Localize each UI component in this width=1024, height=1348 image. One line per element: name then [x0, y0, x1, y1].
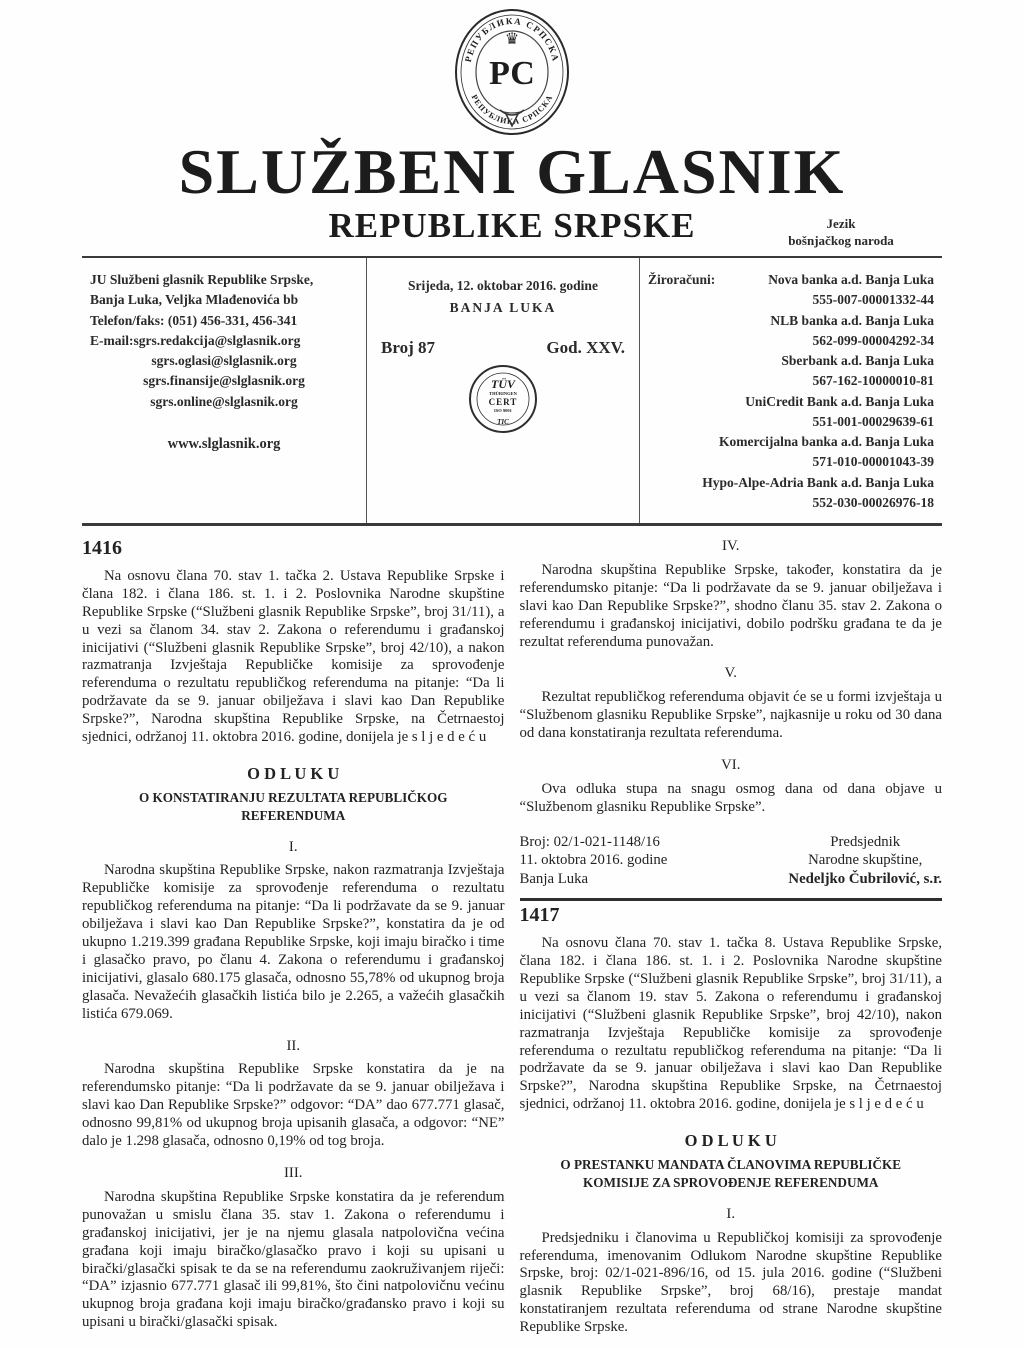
section-numeral: IV.: [722, 538, 740, 554]
gazette-title: SLUŽBENI GLASNIK: [178, 136, 846, 207]
publisher-email-4: sgrs.online@slglasnik.org: [150, 393, 298, 409]
section-text: Narodna skupština Republike Srpske konstatira da je na referendumsko pitanje: “Da li podržavate da se 9. januar obilježava i slavi kao Dan Republike Srpske?” odgovor: “DA” dao 677.771 glasač, odnosno 99,81% od ukupnog broja upisanih glasača, a odgovor: “NE” dalo je 1.298 glasača, odnosno 0,19% od tog broja.: [82, 1061, 505, 1150]
section-numeral: II.: [286, 1037, 301, 1054]
decision-subtitle-1416: O KONSTATIRANJU REZULTATA REPUBLIČKOG REFERENDUMA: [138, 789, 448, 823]
publisher-phone: Telefon/faks: (051) 456-331, 456-341: [90, 312, 298, 328]
signature-city: Banja Luka: [519, 870, 589, 887]
section-text: Predsjedniku i članovima u Republičkoj komisiji za sprovođenje referenduma, imenovanim Odlukom Narodne skupštine Republike Srpske, broj: 02/1-021-896/16, od 15. jula 2016. godine (“Službeni glasnik Republike Srpske”, broj 68/16), prestaje mandat konstatiranjem rezultata referenduma od strane Narodne skupštine Republike Srpske.: [519, 1229, 942, 1336]
language-note: [746, 215, 936, 250]
signer-name: Nedeljko Čubrilović, s.r.: [788, 870, 942, 887]
publisher-email-2: sgrs.oglasi@slglasnik.org: [151, 353, 297, 368]
issue-info-bar: [82, 256, 942, 526]
svg-text:ISO 9001: ISO 9001: [494, 408, 512, 413]
section-numeral: I.: [726, 1205, 736, 1222]
decision-title-1416: O D L U K U: [247, 763, 340, 783]
bank-account-number: 552-030-00026976-18: [812, 494, 934, 510]
section-numeral: III.: [284, 1165, 303, 1181]
article-number-1417: 1417: [519, 904, 560, 927]
svg-text:CERT: CERT: [488, 397, 518, 407]
tuv-cert-badge-icon: [468, 364, 538, 434]
svg-text:TÜV: TÜV: [491, 377, 515, 391]
gazette-subtitle: REPUBLIKE SRPSKE: [328, 206, 696, 245]
bank-name: Nova banka a.d. Banja Luka: [768, 272, 934, 287]
language-note-line2: bošnjačkog naroda: [788, 233, 894, 249]
signature-ref-number: Broj: 02/1-021-1148/16: [519, 833, 660, 850]
issue-year: God. XXV.: [546, 337, 625, 357]
signature-block: [520, 833, 943, 888]
issue-cell: [367, 258, 640, 523]
accounts-label: Žiroračuni:: [648, 272, 716, 287]
signature-signer: [788, 833, 942, 888]
bank-name: Sberbank a.d. Banja Luka: [781, 353, 934, 368]
svg-text:TIC: TIC: [497, 418, 509, 426]
republika-srpska-coat-of-arms-icon: [452, 6, 572, 138]
signature-date: 11. oktobra 2016. godine: [519, 852, 668, 869]
bank-account-number: 551-001-00029639-61: [812, 413, 934, 429]
section-text: Rezultat republičkog referenduma objavit će se u formi izvještaja u “Službenom glasniku Republike Srpske”, najkasnije u roku od 30 dana od dana konstatiranja rezultata referenduma.: [519, 689, 942, 742]
bank-account-number: 562-099-00004292-34: [812, 332, 934, 348]
bank-name: Komercijalna banka a.d. Banja Luka: [718, 434, 934, 449]
decision-subtitle-1417: O PRESTANKU MANDATA ČLANOVIMA REPUBLIČKE KOMISIJE ZA SPROVOĐENJE REFERENDUMA: [560, 1157, 902, 1190]
crown-icon: ♛: [504, 31, 520, 48]
article-divider: [520, 898, 943, 901]
signer-title-2: Narodne skupštine,: [808, 852, 923, 869]
email-label: E-mail:: [90, 332, 134, 348]
seal-monogram: РС: [489, 55, 535, 92]
section-numeral: V.: [724, 665, 737, 682]
publisher-website: www.slglasnik.org: [167, 435, 281, 452]
issue-date: Srijeda, 12. oktobar 2016. godine: [408, 278, 598, 293]
bank-name: UniCredit Bank a.d. Banja Luka: [745, 393, 934, 409]
publisher-address: Banja Luka, Veljka Mlađenovića bb: [90, 292, 299, 308]
issue-city: BANJA LUKA: [449, 300, 557, 316]
section-numeral: I.: [288, 838, 298, 855]
bank-accounts-cell: [640, 258, 942, 523]
publisher-info-cell: [82, 258, 367, 523]
right-column: [520, 534, 943, 1339]
article-1416-intro: Na osnovu člana 70. stav 1. tačka 2. Ustava Republike Srpske i člana 182. i člana 186. st. 1. i 2. Poslovnika Narodne skupštine Republike Srpske (“Službeni glasnik Republike Srpske”, broj 31/11), a u vezi sa članom 34. stav 2. Zakona o referendumu i građanskoj inicijativi (“Službeni glasnik Republike Srpske”, broj 42/10), a nakon razmatranja Izvještaja Republičke komisije za sprovođenje referenduma o rezultatu republičkog referenduma na pitanje: “Da li podržavate da se 9. januar obilježava i slavi kao Dan Republike Srpske?”, Narodna skupština Republike Srpske, na Četrnaestoj sjednici, održanoj 11. oktobra 2016. godine, donijela je s l j e d e ć u: [82, 567, 505, 746]
publisher-name: JU Službeni glasnik Republike Srpske,: [90, 272, 314, 287]
left-column: [82, 534, 505, 1339]
masthead: [82, 0, 942, 252]
issue-number: Broj 87: [381, 337, 435, 357]
svg-text:РЕПУБЛИКА СРПСКА: РЕПУБЛИКА СРПСКА: [462, 15, 562, 64]
signature-reference: [520, 833, 668, 888]
section-text: Narodna skupština Republike Srpske konstatira da je referendum punovažan u smislu člana 35. stav 1. Zakona o referendumu i građanskoj inicijativi, jer je na njemu glasala natpolovična većina građana koji imaju biračko/glasačko pravo i koji su upisani u birački/glasački spisak te da se na referendumu zaokruživanjem riječi: “DA” izjasnio 677.771 glasač ili 99,81%, što čini natpolovičnu većinu ukupnog broja građana koji imaju biračko/građansko pravo i koji su upisani u birački/glasački spisak.: [82, 1188, 505, 1331]
bank-name: NLB banka a.d. Banja Luka: [770, 312, 934, 328]
section-text: Narodna skupština Republike Srpske, također, konstatira da je referendumsko pitanje: “Da li podržavate da se 9. januar obilježava i slavi kao Dan Republike Srpske?”, shodno članu 35. stav 2. Zakona o referendumu i građanskoj inicijativi, dobilo podršku građana te da je rezultat referenduma punovažan.: [519, 561, 942, 650]
signer-title-1: Predsjednik: [830, 833, 901, 850]
section-text: Narodna skupština Republike Srpske, nakon razmatranja Izvještaja Republičke komisije za sprovođenje referenduma o rezultatu republičkog referenduma na pitanje: “Da li podržavate da se 9. januar obilježava i slavi kao Dan Republike Srpske?”, konstatira da je od ukupno 1.219.399 građana Republike Srpske, koji imaju biračko i time i glasačko pravo, po članu 4. Zakona o referendumu i građanskoj inicijativi, glasalo 680.175 glasača, odnosno 55,78% od ukupnog broja glasača. Nevažećih glasačkih listića bilo je 2.265, a važećih glasačkih listića 679.069.: [82, 862, 505, 1022]
publisher-email-3: sgrs.finansije@slglasnik.org: [143, 373, 305, 389]
bank-account-number: 571-010-00001043-39: [812, 454, 934, 470]
article-1417-intro: Na osnovu člana 70. stav 1. tačka 8. Ustava Republike Srpske, člana 182. i člana 186. st. 1. i 2. Poslovnika Narodne skupštine Republike Srpske (“Službeni glasnik Republike Srpske”, broj 31/11), a u vezi sa članom 19. stav 5. Zakona o referendumu i građanskoj inicijativi (“Službeni glasnik Republike Srpske”, broj 42/10), nakon razmatranja Izvještaja Republičke komisije za sprovođenje referenduma o rezultatu republičkog referenduma na pitanje: “Da li podržavate da se 9. januar obilježava i slavi kao Dan Republike Srpske?”, Narodna skupština Republike Srpske, na Četrnaestoj sjednici, održanoj 11. oktobra 2016. godine, donijela je s l j e d e ć u: [519, 935, 942, 1113]
svg-text:РЕПУБЛИКА СРПСКА: РЕПУБЛИКА СРПСКА: [469, 93, 555, 127]
bank-account-number: 567-162-10000010-81: [812, 373, 934, 389]
decision-title-1417: O D L U K U: [684, 1131, 777, 1151]
language-note-line1: Jezik: [826, 215, 856, 231]
bank-name: Hypo-Alpe-Adria Bank a.d. Banja Luka: [702, 474, 934, 490]
article-body: [82, 534, 942, 1339]
publisher-email-1: E-mail:sgrs.redakcija@slglasnik.org: [90, 332, 301, 348]
bank-account-number: 555-007-00001332-44: [812, 292, 934, 308]
section-text: Ova odluka stupa na snagu osmog dana od dana objave u “Službenom glasniku Republike Srpske”.: [519, 780, 942, 815]
svg-text:THÜRINGEN: THÜRINGEN: [489, 391, 517, 396]
article-number-1416: 1416: [82, 537, 122, 559]
section-numeral: VI.: [721, 757, 741, 774]
